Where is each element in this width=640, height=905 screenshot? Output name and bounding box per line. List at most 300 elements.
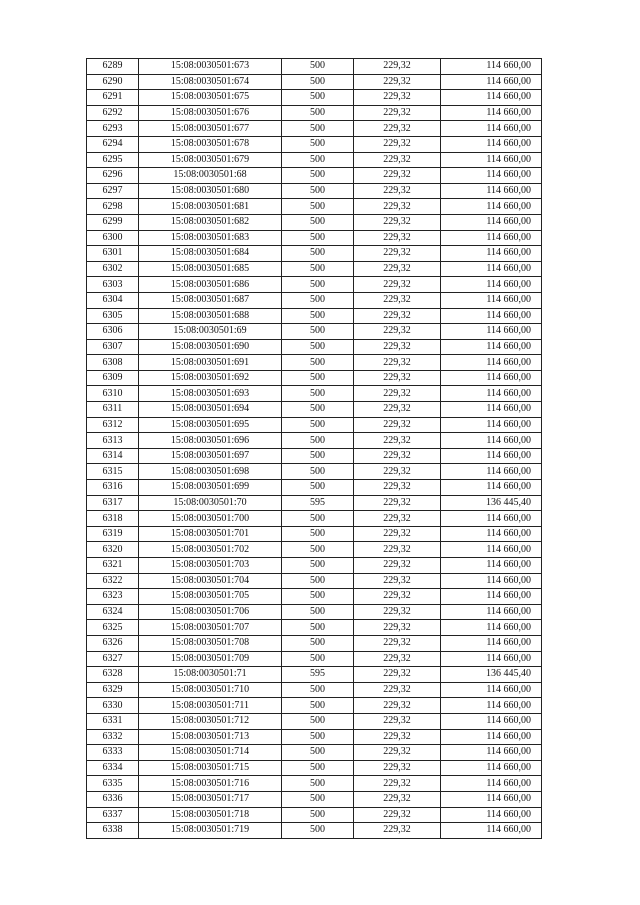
table-row	[87, 355, 542, 371]
rate-cell: 229,32	[354, 59, 441, 75]
value-cell: 114 660,00	[441, 324, 542, 340]
value-cell: 114 660,00	[441, 199, 542, 215]
value-cell: 114 660,00	[441, 823, 542, 839]
cadastral-number: 15:08:0030501:675	[139, 90, 282, 106]
table-row	[87, 464, 542, 480]
cadastral-number: 15:08:0030501:709	[139, 651, 282, 667]
rate-cell: 229,32	[354, 823, 441, 839]
area-cell: 500	[282, 199, 354, 215]
value-cell: 114 660,00	[441, 136, 542, 152]
row-number: 6335	[87, 776, 139, 792]
table-row	[87, 511, 542, 527]
area-cell: 500	[282, 246, 354, 262]
area-cell: 500	[282, 59, 354, 75]
area-cell: 500	[282, 433, 354, 449]
table-row	[87, 277, 542, 293]
table-row	[87, 339, 542, 355]
area-cell: 500	[282, 604, 354, 620]
rate-cell: 229,32	[354, 261, 441, 277]
row-number: 6338	[87, 823, 139, 839]
table-row	[87, 589, 542, 605]
cadastral-number: 15:08:0030501:683	[139, 230, 282, 246]
table-row	[87, 230, 542, 246]
cadastral-number: 15:08:0030501:716	[139, 776, 282, 792]
value-cell: 114 660,00	[441, 604, 542, 620]
table-row	[87, 402, 542, 418]
row-number: 6309	[87, 370, 139, 386]
table-row	[87, 807, 542, 823]
area-cell: 500	[282, 183, 354, 199]
value-cell: 114 660,00	[441, 480, 542, 496]
value-cell: 114 660,00	[441, 417, 542, 433]
value-cell: 114 660,00	[441, 370, 542, 386]
cadastral-number: 15:08:0030501:714	[139, 745, 282, 761]
cadastral-number: 15:08:0030501:715	[139, 760, 282, 776]
area-cell: 500	[282, 558, 354, 574]
row-number: 6315	[87, 464, 139, 480]
rate-cell: 229,32	[354, 698, 441, 714]
area-cell: 500	[282, 370, 354, 386]
value-cell: 114 660,00	[441, 620, 542, 636]
rate-cell: 229,32	[354, 604, 441, 620]
row-number: 6305	[87, 308, 139, 324]
area-cell: 500	[282, 308, 354, 324]
rate-cell: 229,32	[354, 168, 441, 184]
table-row	[87, 448, 542, 464]
value-cell: 114 660,00	[441, 558, 542, 574]
row-number: 6312	[87, 417, 139, 433]
table-row	[87, 729, 542, 745]
value-cell: 114 660,00	[441, 168, 542, 184]
rate-cell: 229,32	[354, 464, 441, 480]
row-number: 6290	[87, 74, 139, 90]
table-row	[87, 760, 542, 776]
row-number: 6332	[87, 729, 139, 745]
rate-cell: 229,32	[354, 136, 441, 152]
row-number: 6324	[87, 604, 139, 620]
rate-cell: 229,32	[354, 230, 441, 246]
cadastral-number: 15:08:0030501:698	[139, 464, 282, 480]
cadastral-value-table	[86, 58, 542, 839]
row-number: 6289	[87, 59, 139, 75]
table-row	[87, 152, 542, 168]
table-row	[87, 558, 542, 574]
row-number: 6308	[87, 355, 139, 371]
rate-cell: 229,32	[354, 542, 441, 558]
table-row	[87, 105, 542, 121]
rate-cell: 229,32	[354, 324, 441, 340]
row-number: 6307	[87, 339, 139, 355]
value-cell: 114 660,00	[441, 682, 542, 698]
rate-cell: 229,32	[354, 651, 441, 667]
area-cell: 500	[282, 152, 354, 168]
rate-cell: 229,32	[354, 573, 441, 589]
row-number: 6300	[87, 230, 139, 246]
table-row	[87, 682, 542, 698]
cadastral-number: 15:08:0030501:708	[139, 635, 282, 651]
rate-cell: 229,32	[354, 183, 441, 199]
table-row	[87, 573, 542, 589]
cadastral-number: 15:08:0030501:678	[139, 136, 282, 152]
rate-cell: 229,32	[354, 417, 441, 433]
cadastral-number: 15:08:0030501:674	[139, 74, 282, 90]
row-number: 6292	[87, 105, 139, 121]
cadastral-number: 15:08:0030501:711	[139, 698, 282, 714]
cadastral-number: 15:08:0030501:702	[139, 542, 282, 558]
rate-cell: 229,32	[354, 199, 441, 215]
table-row	[87, 667, 542, 683]
value-cell: 114 660,00	[441, 698, 542, 714]
value-cell: 114 660,00	[441, 292, 542, 308]
area-cell: 500	[282, 168, 354, 184]
area-cell: 500	[282, 635, 354, 651]
area-cell: 500	[282, 807, 354, 823]
table-row	[87, 370, 542, 386]
value-cell: 114 660,00	[441, 448, 542, 464]
rate-cell: 229,32	[354, 121, 441, 137]
value-cell: 114 660,00	[441, 261, 542, 277]
value-cell: 114 660,00	[441, 214, 542, 230]
area-cell: 500	[282, 277, 354, 293]
rate-cell: 229,32	[354, 526, 441, 542]
table-row	[87, 698, 542, 714]
area-cell: 500	[282, 729, 354, 745]
table-body	[87, 59, 542, 839]
cadastral-number: 15:08:0030501:693	[139, 386, 282, 402]
table-row	[87, 168, 542, 184]
row-number: 6303	[87, 277, 139, 293]
area-cell: 500	[282, 745, 354, 761]
area-cell: 500	[282, 136, 354, 152]
value-cell: 114 660,00	[441, 246, 542, 262]
area-cell: 500	[282, 74, 354, 90]
rate-cell: 229,32	[354, 667, 441, 683]
row-number: 6333	[87, 745, 139, 761]
cadastral-number: 15:08:0030501:712	[139, 713, 282, 729]
row-number: 6334	[87, 760, 139, 776]
value-cell: 114 660,00	[441, 589, 542, 605]
row-number: 6319	[87, 526, 139, 542]
row-number: 6306	[87, 324, 139, 340]
row-number: 6329	[87, 682, 139, 698]
value-cell: 114 660,00	[441, 651, 542, 667]
value-cell: 114 660,00	[441, 745, 542, 761]
cadastral-number: 15:08:0030501:69	[139, 324, 282, 340]
cadastral-number: 15:08:0030501:692	[139, 370, 282, 386]
area-cell: 500	[282, 823, 354, 839]
row-number: 6311	[87, 402, 139, 418]
area-cell: 500	[282, 760, 354, 776]
table-row	[87, 480, 542, 496]
cadastral-number: 15:08:0030501:71	[139, 667, 282, 683]
area-cell: 500	[282, 791, 354, 807]
value-cell: 136 445,40	[441, 495, 542, 511]
cadastral-number: 15:08:0030501:681	[139, 199, 282, 215]
value-cell: 114 660,00	[441, 339, 542, 355]
table-row	[87, 59, 542, 75]
row-number: 6328	[87, 667, 139, 683]
cadastral-number: 15:08:0030501:686	[139, 277, 282, 293]
cadastral-number: 15:08:0030501:701	[139, 526, 282, 542]
area-cell: 500	[282, 402, 354, 418]
cadastral-number: 15:08:0030501:676	[139, 105, 282, 121]
row-number: 6297	[87, 183, 139, 199]
table-row	[87, 417, 542, 433]
area-cell: 500	[282, 620, 354, 636]
rate-cell: 229,32	[354, 355, 441, 371]
row-number: 6331	[87, 713, 139, 729]
rate-cell: 229,32	[354, 402, 441, 418]
cadastral-number: 15:08:0030501:680	[139, 183, 282, 199]
table-row	[87, 542, 542, 558]
row-number: 6330	[87, 698, 139, 714]
row-number: 6317	[87, 495, 139, 511]
row-number: 6295	[87, 152, 139, 168]
row-number: 6304	[87, 292, 139, 308]
value-cell: 114 660,00	[441, 121, 542, 137]
value-cell: 114 660,00	[441, 511, 542, 527]
cadastral-number: 15:08:0030501:682	[139, 214, 282, 230]
cadastral-number: 15:08:0030501:68	[139, 168, 282, 184]
value-cell: 114 660,00	[441, 433, 542, 449]
rate-cell: 229,32	[354, 105, 441, 121]
cadastral-number: 15:08:0030501:690	[139, 339, 282, 355]
row-number: 6314	[87, 448, 139, 464]
cadastral-number: 15:08:0030501:705	[139, 589, 282, 605]
table-row	[87, 214, 542, 230]
cadastral-number: 15:08:0030501:70	[139, 495, 282, 511]
value-cell: 114 660,00	[441, 59, 542, 75]
value-cell: 114 660,00	[441, 230, 542, 246]
row-number: 6299	[87, 214, 139, 230]
row-number: 6294	[87, 136, 139, 152]
row-number: 6336	[87, 791, 139, 807]
cadastral-number: 15:08:0030501:673	[139, 59, 282, 75]
row-number: 6327	[87, 651, 139, 667]
row-number: 6323	[87, 589, 139, 605]
area-cell: 500	[282, 526, 354, 542]
value-cell: 114 660,00	[441, 90, 542, 106]
table-row	[87, 183, 542, 199]
rate-cell: 229,32	[354, 90, 441, 106]
value-cell: 114 660,00	[441, 760, 542, 776]
rate-cell: 229,32	[354, 448, 441, 464]
value-cell: 114 660,00	[441, 464, 542, 480]
table-row	[87, 635, 542, 651]
value-cell: 114 660,00	[441, 791, 542, 807]
cadastral-number: 15:08:0030501:700	[139, 511, 282, 527]
value-cell: 114 660,00	[441, 776, 542, 792]
cadastral-number: 15:08:0030501:687	[139, 292, 282, 308]
table-row	[87, 121, 542, 137]
cadastral-number: 15:08:0030501:677	[139, 121, 282, 137]
area-cell: 500	[282, 90, 354, 106]
value-cell: 114 660,00	[441, 105, 542, 121]
area-cell: 500	[282, 480, 354, 496]
cadastral-number: 15:08:0030501:719	[139, 823, 282, 839]
table-row	[87, 823, 542, 839]
value-cell: 114 660,00	[441, 526, 542, 542]
row-number: 6302	[87, 261, 139, 277]
area-cell: 500	[282, 776, 354, 792]
cadastral-number: 15:08:0030501:707	[139, 620, 282, 636]
value-cell: 114 660,00	[441, 807, 542, 823]
area-cell: 500	[282, 355, 354, 371]
value-cell: 114 660,00	[441, 573, 542, 589]
rate-cell: 229,32	[354, 386, 441, 402]
cadastral-number: 15:08:0030501:695	[139, 417, 282, 433]
area-cell: 500	[282, 121, 354, 137]
cadastral-number: 15:08:0030501:679	[139, 152, 282, 168]
row-number: 6326	[87, 635, 139, 651]
value-cell: 114 660,00	[441, 635, 542, 651]
area-cell: 500	[282, 713, 354, 729]
area-cell: 500	[282, 573, 354, 589]
rate-cell: 229,32	[354, 433, 441, 449]
rate-cell: 229,32	[354, 635, 441, 651]
table-row	[87, 74, 542, 90]
value-cell: 114 660,00	[441, 402, 542, 418]
rate-cell: 229,32	[354, 776, 441, 792]
value-cell: 114 660,00	[441, 386, 542, 402]
area-cell: 500	[282, 589, 354, 605]
area-cell: 500	[282, 105, 354, 121]
row-number: 6320	[87, 542, 139, 558]
area-cell: 500	[282, 682, 354, 698]
value-cell: 114 660,00	[441, 152, 542, 168]
table-row	[87, 261, 542, 277]
cadastral-number: 15:08:0030501:706	[139, 604, 282, 620]
area-cell: 500	[282, 324, 354, 340]
table-row	[87, 433, 542, 449]
rate-cell: 229,32	[354, 292, 441, 308]
cadastral-number: 15:08:0030501:718	[139, 807, 282, 823]
cadastral-number: 15:08:0030501:684	[139, 246, 282, 262]
area-cell: 500	[282, 542, 354, 558]
area-cell: 500	[282, 214, 354, 230]
value-cell: 114 660,00	[441, 183, 542, 199]
cadastral-number: 15:08:0030501:699	[139, 480, 282, 496]
cadastral-number: 15:08:0030501:696	[139, 433, 282, 449]
rate-cell: 229,32	[354, 480, 441, 496]
area-cell: 500	[282, 261, 354, 277]
cadastral-number: 15:08:0030501:710	[139, 682, 282, 698]
row-number: 6318	[87, 511, 139, 527]
table-row	[87, 495, 542, 511]
rate-cell: 229,32	[354, 620, 441, 636]
rate-cell: 229,32	[354, 152, 441, 168]
value-cell: 114 660,00	[441, 542, 542, 558]
value-cell: 114 660,00	[441, 74, 542, 90]
rate-cell: 229,32	[354, 74, 441, 90]
area-cell: 500	[282, 651, 354, 667]
value-cell: 114 660,00	[441, 308, 542, 324]
rate-cell: 229,32	[354, 791, 441, 807]
rate-cell: 229,32	[354, 713, 441, 729]
row-number: 6313	[87, 433, 139, 449]
cadastral-number: 15:08:0030501:688	[139, 308, 282, 324]
row-number: 6325	[87, 620, 139, 636]
table-row	[87, 136, 542, 152]
row-number: 6337	[87, 807, 139, 823]
area-cell: 500	[282, 698, 354, 714]
rate-cell: 229,32	[354, 729, 441, 745]
rate-cell: 229,32	[354, 760, 441, 776]
table-row	[87, 776, 542, 792]
rate-cell: 229,32	[354, 339, 441, 355]
table-row	[87, 90, 542, 106]
area-cell: 500	[282, 386, 354, 402]
area-cell: 500	[282, 230, 354, 246]
table-row	[87, 604, 542, 620]
row-number: 6310	[87, 386, 139, 402]
cadastral-number: 15:08:0030501:694	[139, 402, 282, 418]
cadastral-number: 15:08:0030501:704	[139, 573, 282, 589]
cadastral-number: 15:08:0030501:717	[139, 791, 282, 807]
cadastral-number: 15:08:0030501:691	[139, 355, 282, 371]
rate-cell: 229,32	[354, 214, 441, 230]
row-number: 6293	[87, 121, 139, 137]
rate-cell: 229,32	[354, 246, 441, 262]
row-number: 6301	[87, 246, 139, 262]
row-number: 6296	[87, 168, 139, 184]
cadastral-number: 15:08:0030501:703	[139, 558, 282, 574]
table-row	[87, 246, 542, 262]
table-row	[87, 526, 542, 542]
value-cell: 136 445,40	[441, 667, 542, 683]
cadastral-number: 15:08:0030501:713	[139, 729, 282, 745]
table-row	[87, 791, 542, 807]
area-cell: 500	[282, 448, 354, 464]
area-cell: 500	[282, 464, 354, 480]
area-cell: 500	[282, 417, 354, 433]
rate-cell: 229,32	[354, 308, 441, 324]
table-row	[87, 745, 542, 761]
rate-cell: 229,32	[354, 558, 441, 574]
table-row	[87, 651, 542, 667]
rate-cell: 229,32	[354, 370, 441, 386]
table-row	[87, 713, 542, 729]
row-number: 6316	[87, 480, 139, 496]
row-number: 6291	[87, 90, 139, 106]
table-row	[87, 386, 542, 402]
rate-cell: 229,32	[354, 277, 441, 293]
area-cell: 500	[282, 339, 354, 355]
rate-cell: 229,32	[354, 589, 441, 605]
area-cell: 500	[282, 292, 354, 308]
table-row	[87, 292, 542, 308]
table-row	[87, 308, 542, 324]
rate-cell: 229,32	[354, 511, 441, 527]
rate-cell: 229,32	[354, 682, 441, 698]
cadastral-number: 15:08:0030501:697	[139, 448, 282, 464]
value-cell: 114 660,00	[441, 729, 542, 745]
table-row	[87, 620, 542, 636]
rate-cell: 229,32	[354, 495, 441, 511]
area-cell: 500	[282, 511, 354, 527]
row-number: 6322	[87, 573, 139, 589]
area-cell: 595	[282, 495, 354, 511]
row-number: 6321	[87, 558, 139, 574]
row-number: 6298	[87, 199, 139, 215]
rate-cell: 229,32	[354, 807, 441, 823]
area-cell: 595	[282, 667, 354, 683]
table-row	[87, 324, 542, 340]
value-cell: 114 660,00	[441, 355, 542, 371]
table-row	[87, 199, 542, 215]
value-cell: 114 660,00	[441, 277, 542, 293]
value-cell: 114 660,00	[441, 713, 542, 729]
